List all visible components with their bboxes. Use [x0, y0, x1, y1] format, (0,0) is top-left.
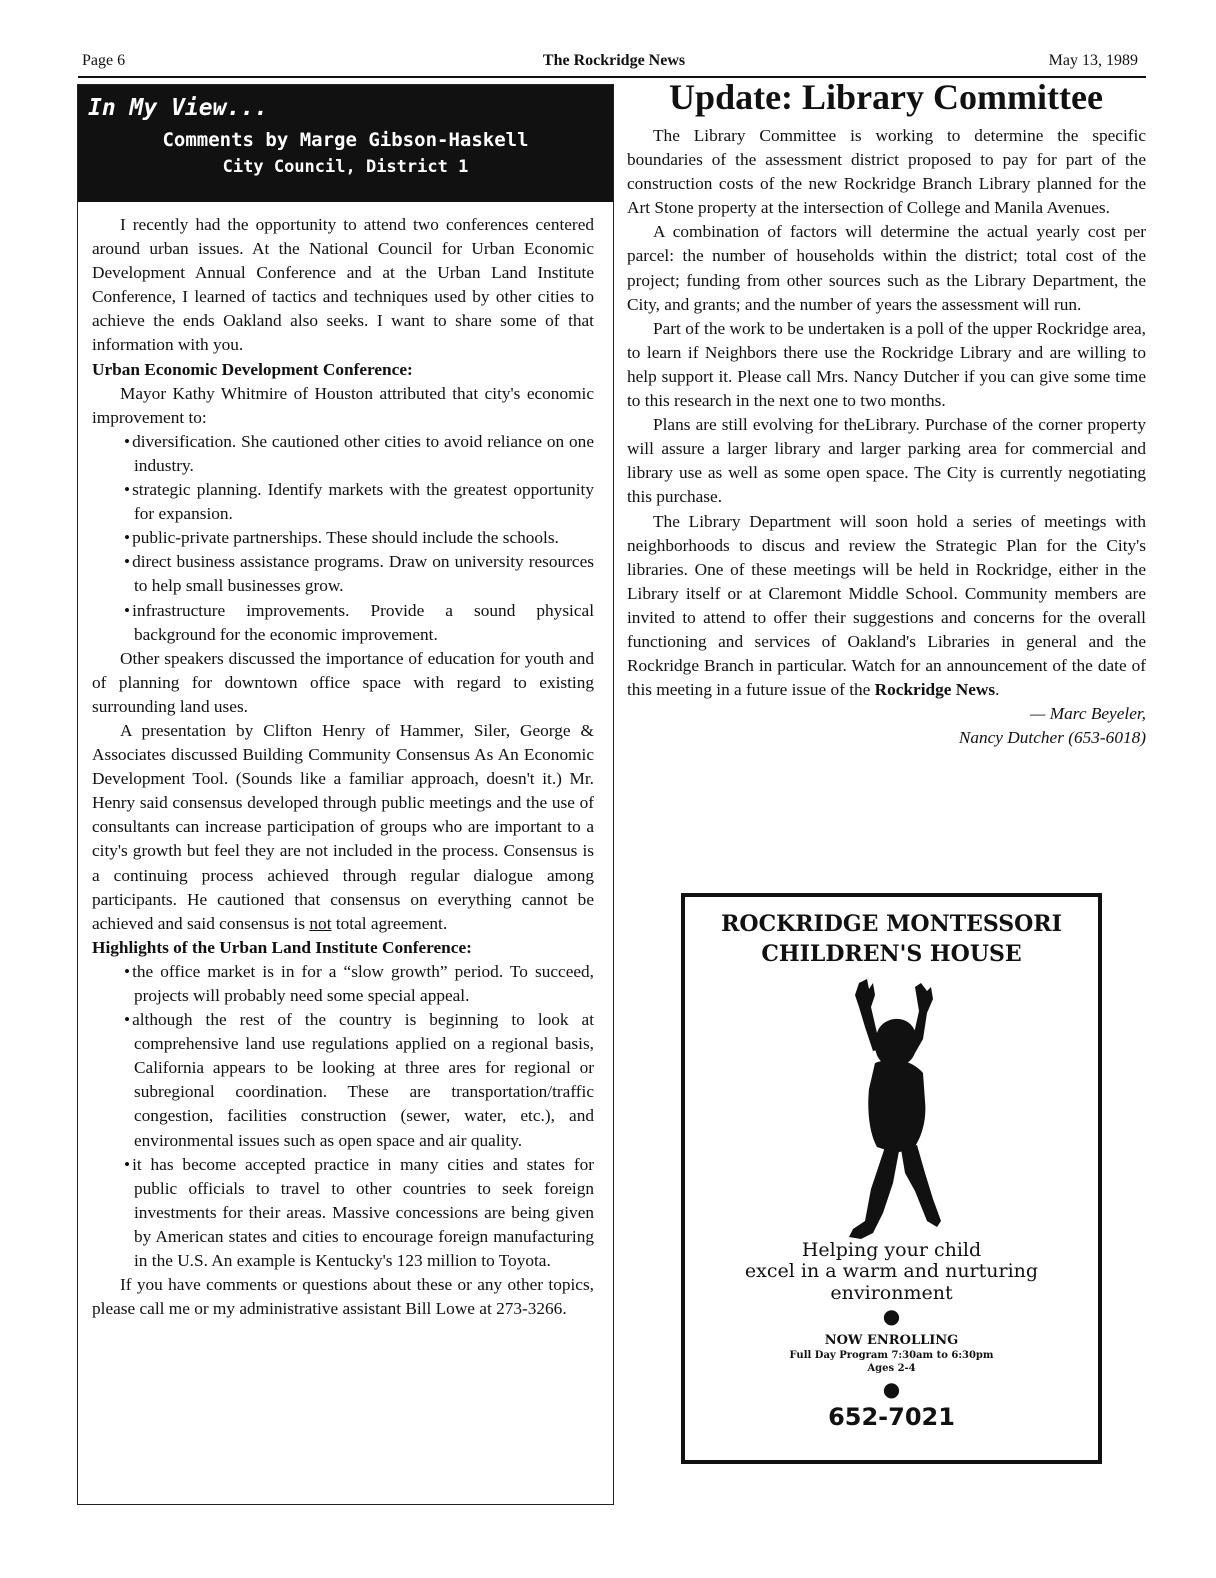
underlined-word: not [309, 913, 332, 933]
presentation-text-end: total agreement. [331, 913, 448, 933]
column-byline: Comments by Marge Gibson-Haskell [162, 129, 529, 151]
ad-tagline: environment [830, 1282, 953, 1304]
article-paragraph: Part of the work to be undertaken is a poll of the upper Rockridge area, to learn if Neighbors there use the Rockridge Library and are willing to help support it. Please call Mrs. Nancy Dutcher if you can give some time to this research in the next one to two months. [627, 318, 1146, 411]
list-item: • infrastructure improvements. Provide a sound physical background for the economic improvement. [120, 599, 594, 647]
ad-subtitle: CHILDREN'S HOUSE [761, 941, 1022, 967]
houston-bullet-list [120, 430, 594, 647]
issue-date: May 13, 1989 [1048, 52, 1138, 69]
bullet-separator: ● [882, 1304, 901, 1328]
list-item: • public-private partnerships. These should include the schools. [120, 526, 594, 550]
ad-tagline: Helping your child [801, 1239, 982, 1261]
list-item: • the office market is in for a “slow growth” period. To succeed, projects will probably need some special appeal. [120, 960, 594, 1008]
article-paragraph: Plans are still evolving for theLibrary. Purchase of the corner property will assure a larger library and larger parking area for commercial and library use as well as some open space. The City is currently negotiating this purchase. [627, 415, 1146, 507]
presentation-paragraph [92, 719, 594, 936]
library-article-body [627, 124, 1146, 750]
list-item: • strategic planning. Identify markets with the greatest opportunity for expansion. [120, 478, 594, 526]
library-article-title: Update: Library Committee [669, 77, 1103, 117]
ad-tagline: excel in a warm and nurturing [744, 1260, 1039, 1282]
author-signature: — Marc Beyeler, [1030, 704, 1146, 724]
section-heading-urban-land: Highlights of the Urban Land Institute Conference: [92, 937, 472, 957]
list-item: • direct business assistance programs. Draw on university resources to help small businesses grow. [120, 550, 594, 598]
article-text: The Library Department will soon hold a series of meetings with neighborhoods to discus and review the Strategic Plan for the City's libraries. One of these meetings will be held in Rockridge, either in the Library itself or at Claremont Middle School. Community members are invited to attend to offer their suggestions and concerns for the overall functioning and services of Oakland's Libraries in general and the Rockridge Branch in particular. Watch for an announcement of the date of this meeting in a future issue of the [627, 511, 1146, 700]
column-header [78, 85, 613, 202]
houston-paragraph: Mayor Kathy Whitmire of Houston attributed that city's economic improvement to: [92, 383, 594, 427]
publication-name: The Rockridge News [542, 52, 686, 69]
ad-phone-number: 652-7021 [828, 1403, 955, 1431]
list-item: • diversification. She cautioned other cities to avoid reliance on one industry. [120, 430, 594, 478]
closing-paragraph: If you have comments or questions about these or any other topics, please call me or my administrative assistant Bill Lowe at 273-3266. [92, 1275, 594, 1319]
dancing-child-icon [829, 977, 959, 1253]
article-text-end: . [995, 680, 1000, 700]
column-title: In My View... [88, 95, 269, 121]
running-head [82, 52, 1146, 76]
article-paragraph: A combination of factors will determine the actual yearly cost per parcel: the number of households within the district; total cost of the project; funding from other sources such as the Library Department, the City, and grants; and the number of years the assessment will run. [627, 222, 1146, 314]
article-paragraph: The Library Committee is working to determine the specific boundaries of the assessment district proposed to pay for part of the construction costs of the new Rockridge Branch Library planned for the Art Stone property at the intersection of College and Manila Avenues. [627, 126, 1146, 218]
in-my-view-column [77, 84, 614, 1505]
bullet-separator: ● [882, 1377, 901, 1401]
article-paragraph [627, 510, 1146, 703]
ad-enrolling: NOW ENROLLING [824, 1333, 959, 1348]
intro-paragraph: I recently had the opportunity to attend two conferences centered around urban issues. At the National Council for Urban Economic Development Annual Conference and at the Urban Land Institute Conference, I learned of tactics and techniques used by other cities to achieve the ends Oakland also seeks. I want to share some of that information with you. [92, 215, 594, 355]
ad-title: ROCKRIDGE MONTESSORI [721, 911, 1062, 937]
montessori-advertisement [681, 893, 1102, 1464]
ad-program-hours: Full Day Program 7:30am to 6:30pm [789, 1350, 994, 1361]
column-author-position: City Council, District 1 [222, 157, 469, 177]
urban-land-bullet-list [120, 960, 594, 1273]
publication-mention: Rockridge News [874, 680, 996, 700]
author-signature-contact: Nancy Dutcher (653-6018) [958, 728, 1146, 748]
presentation-text: A presentation by Clifton Henry of Hammer, Siler, George & Associates discussed Building Community Consensus As An Economic Development Tool. (Sounds like a familiar approach, doesn't it.) Mr. Henry said consensus developed through public meetings and the use of consultants can increase participation of groups who are important to a city's growth but feel they are not included in the process. Consensus is a continuing process achieved through regular dialogue among participants. He cautioned that consensus on everything cannot be achieved and said consensus is [92, 720, 594, 933]
list-item: • it has become accepted practice in many cities and states for public officials to travel to other countries to seek foreign investments for their areas. Massive concessions are being given by American states and cities to encourage foreign manufacturing in the U.S. An example is Kentucky's 123 million to Toyota. [120, 1153, 594, 1273]
section-heading-urban-economic: Urban Economic Development Conference: [92, 359, 413, 379]
page-number: Page 6 [82, 52, 126, 69]
speakers-paragraph: Other speakers discussed the importance of education for youth and of planning for downtown office space with regard to existing surrounding land uses. [92, 648, 594, 716]
list-item: • although the rest of the country is beginning to look at comprehensive land use regulations applied on a regional basis, California appears to be looking at three ares for regional or subregional coordination. These are transportation/traffic congestion, facilities construction (sewer, water, etc.), and environmental issues such as open space and air quality. [120, 1008, 594, 1153]
column-body [92, 213, 594, 1321]
ad-ages: Ages 2-4 [867, 1363, 916, 1374]
